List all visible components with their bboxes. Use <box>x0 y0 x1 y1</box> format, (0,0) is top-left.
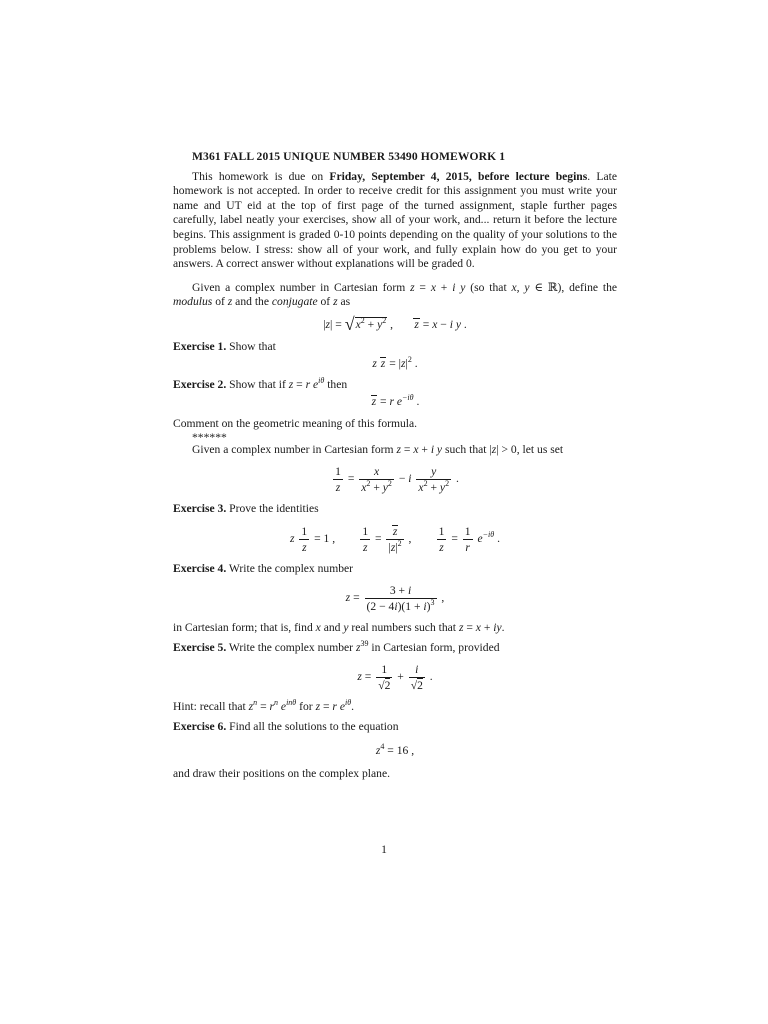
exercise-3: Exercise 3. Prove the identities <box>173 502 319 516</box>
separator: ****** <box>192 430 227 444</box>
modulus-conjugate-formula: $|z| = √x^2 + y^2$ , z = x − i y . <box>323 313 467 334</box>
exercise-5-formula: z = $\frac{1}{√2}$ + $\frac{i}{√2}$ . <box>357 663 433 693</box>
exercise-4-continuation: in Cartesian form; that is, find x and y real numbers such that z = x + iy. <box>173 621 505 635</box>
exercise-1-formula: z $z = |z|^2$ . <box>372 355 418 371</box>
exercise-2-formula: z = r $e^{-i\theta}$ . <box>371 393 420 409</box>
section-2-paragraph: Given a complex number in Cartesian form z = x + i y such that |z| > 0, let us set <box>192 442 564 456</box>
reciprocal-formula: $\frac{1}{z}$ = $\frac{x}{x^2 + y^2}$ − i $\frac{y}{x^2 + y^2}$ . <box>335 465 459 495</box>
hint: Hint: recall that $z^n = r^n$ $e^{in\theta}$ for z = r $e^{i\theta}$. <box>173 698 355 714</box>
exercise-6-continuation: and draw their positions on the complex plane. <box>173 767 391 781</box>
exercise-5: Exercise 5. Write the complex number $z^{39}$ in Cartesian form, provided <box>173 638 500 654</box>
document-body <box>173 150 617 782</box>
page-title: M361 FALL 2015 UNIQUE NUMBER 53490 HOMEWORK 1 <box>192 150 506 163</box>
exercise-4-formula: z = $\frac{3 + i}{(2 - 4i)(1 + i)^3}$ , <box>345 584 445 614</box>
exercise-6: Exercise 6. Find all the solutions to the equation <box>173 720 399 734</box>
exercise-4: Exercise 4. Write the complex number <box>173 561 354 575</box>
definition-paragraph: Given a complex number in Cartesian form z = x + i y (so that x, y ∈ ℝ), define the modulus of z and the conjugate of z as <box>173 280 618 309</box>
exercise-2: Exercise 2. Show that if z = r $e^{i\theta}$ then <box>173 375 348 391</box>
geometric-comment: Comment on the geometric meaning of this formula. <box>173 416 418 430</box>
exercise-6-formula: $z^4 = 16$ , <box>375 741 415 757</box>
exercise-3-formula: z $\frac{1}{z}$ = 1 , $\frac{1}{z}$ = $\frac{z}{|z|^2}$ , $\frac{1}{z}$ = $\frac{1}{r}$ $e^{-i\theta}$ . <box>290 524 500 554</box>
due-date: Friday, September 4, 2015, before lecture begins <box>329 169 588 183</box>
exercise-1: Exercise 1. Show that <box>173 339 276 353</box>
page-number: 1 <box>381 843 387 856</box>
intro-paragraph: This homework is due on Friday, September 4, 2015, before lecture begins. Late homework is not accepted. In order to receive credit for this assignment you must write your name and UT eid at the top of first page of the turned assignment, staple further pages carefully, label neatly your exercises, show all of your work, and... return it before the lecture begins. This assignment is graded 0-10 points depending on the quality of your solutions to the problems below. I stress: show all of your work, and fully explain how do you get to your answers. A correct answer without explanations will be graded 0. <box>173 169 617 271</box>
